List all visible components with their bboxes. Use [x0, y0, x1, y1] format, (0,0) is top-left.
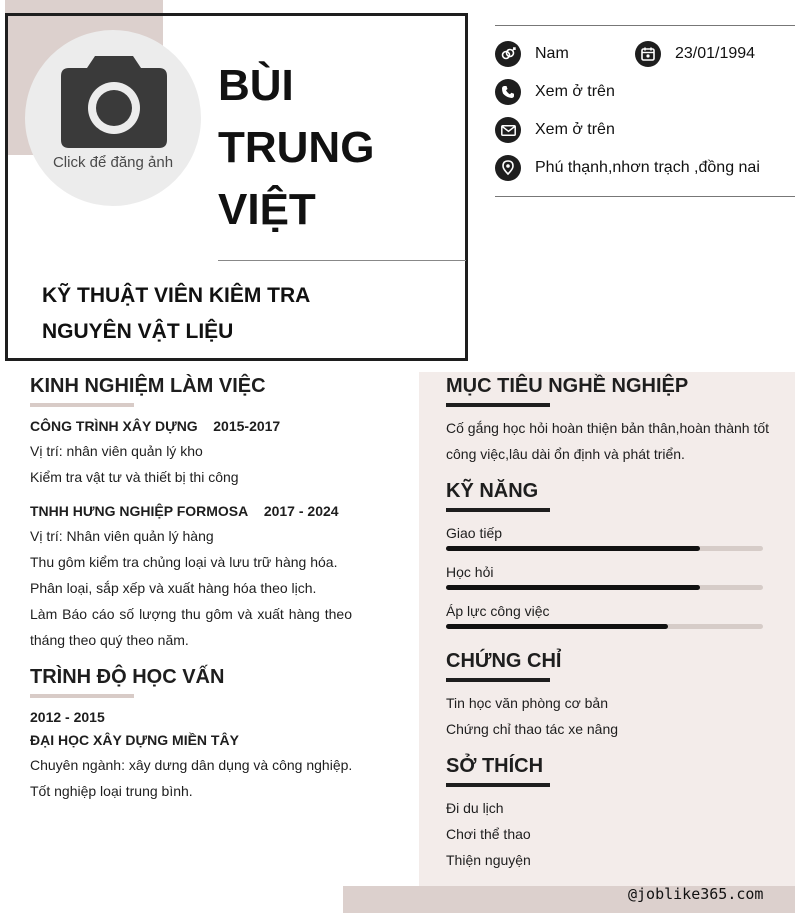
skill-1-fill: [446, 546, 700, 551]
objective-heading: MỤC TIÊU NGHỀ NGHIỆP: [446, 375, 689, 397]
job-2-company: TNHH HƯNG NGHIỆP FORMOSA: [30, 503, 249, 519]
location-icon: [495, 155, 521, 181]
hobby-3: Thiện nguyện: [446, 852, 531, 868]
gender-value: Nam: [535, 45, 569, 62]
certificate-2: Chứng chỉ thao tác xe nâng: [446, 721, 619, 737]
name-line-3: VIỆT: [218, 185, 316, 234]
job-2-line-2: Thu gôm kiểm tra chủng loại và lưu trữ hàng hóa.: [30, 554, 338, 570]
job-title: [42, 278, 382, 350]
certificates-underline: [446, 678, 550, 682]
education-underline: [30, 694, 134, 698]
job-1-period: 2015-2017: [213, 418, 281, 434]
contact-gender: [495, 41, 569, 67]
objective-line-1: Cố gắng học hỏi hoàn thiện bản thân,hoàn thành tốt: [446, 420, 770, 436]
job-1-header: [30, 413, 280, 439]
skill-2-label: Học hỏi: [446, 564, 494, 580]
skill-2-fill: [446, 585, 700, 590]
job-2-line-5: tháng theo quý theo năm.: [30, 632, 189, 648]
hobby-1: Đi du lịch: [446, 800, 504, 816]
experience-heading: KINH NGHIỆM LÀM VIỆC: [30, 375, 266, 397]
email-value: Xem ở trên: [535, 121, 615, 138]
job-1-company: CÔNG TRÌNH XÂY DỰNG: [30, 418, 198, 434]
education-school: ĐẠI HỌC XÂY DỰNG MIỀN TÂY: [30, 732, 239, 748]
phone-icon: [495, 79, 521, 105]
skill-1-label: Giao tiếp: [446, 525, 503, 541]
name-line-1: BÙI: [218, 61, 294, 110]
skill-2-bar: [446, 585, 763, 590]
job-2-line-4: Làm Báo cáo số lượng thu gôm và xuất hàng theo: [30, 606, 352, 622]
avatar-upload[interactable]: [25, 30, 201, 206]
job-title-line-1: KỸ THUẬT VIÊN KIÊM TRA: [42, 284, 311, 307]
education-line-2: Tốt nghiệp loại trung bình.: [30, 783, 193, 799]
footer-website: @joblike365.com: [628, 885, 764, 903]
name-line-2: TRUNG: [218, 123, 375, 172]
contact-email: [495, 117, 615, 143]
skill-3-bar: [446, 624, 763, 629]
objective-underline: [446, 403, 550, 407]
address-value: Phú thạnh,nhơn trạch ,đồng nai: [535, 159, 760, 176]
objective-line-2: công việc,lâu dài ổn định và phát triển.: [446, 446, 685, 462]
job-2-header: [30, 498, 339, 524]
job-2-line-1: Vị trí: Nhân viên quản lý hàng: [30, 528, 214, 544]
candidate-name: [218, 55, 374, 241]
calendar-icon: [635, 41, 661, 67]
experience-underline: [30, 403, 134, 407]
job-2-line-3: Phân loại, sắp xếp và xuất hàng hóa theo lịch.: [30, 580, 317, 596]
contact-address: [495, 155, 760, 181]
skill-1-bar: [446, 546, 763, 551]
skills-heading: KỸ NĂNG: [446, 480, 539, 502]
education-heading: TRÌNH ĐỘ HỌC VẤN: [30, 666, 225, 688]
job-1-line-1: Vị trí: nhân viên quản lý kho: [30, 443, 203, 459]
name-divider: [218, 260, 466, 261]
phone-value: Xem ở trên: [535, 83, 615, 100]
gender-icon: [495, 41, 521, 67]
skill-3-fill: [446, 624, 668, 629]
birthdate-value: 23/01/1994: [675, 45, 756, 62]
hobby-2: Chơi thể thao: [446, 826, 531, 842]
job-title-line-2: NGUYÊN VẬT LIỆU: [42, 320, 234, 343]
certificates-heading: CHỨNG CHỈ: [446, 650, 562, 672]
education-line-1: Chuyên ngành: xây dưng dân dụng và công nghiệp.: [30, 757, 353, 773]
contact-bottom-divider: [495, 196, 795, 197]
mail-icon: [495, 117, 521, 143]
job-2-period: 2017 - 2024: [263, 503, 339, 519]
contact-top-divider: [495, 25, 795, 26]
skill-3-label: Áp lực công việc: [446, 603, 550, 619]
photo-upload-label: Click để đăng ảnh: [52, 154, 174, 171]
contact-birthdate: [635, 41, 755, 67]
skills-underline: [446, 508, 550, 512]
job-1-line-2: Kiểm tra vật tư và thiết bị thi công: [30, 469, 239, 485]
camera-icon: [61, 56, 167, 148]
contact-phone: [495, 79, 615, 105]
hobbies-heading: SỞ THÍCH: [446, 755, 544, 777]
certificate-1: Tin học văn phòng cơ bản: [446, 695, 608, 711]
hobbies-underline: [446, 783, 550, 787]
education-period: 2012 - 2015: [30, 709, 105, 725]
